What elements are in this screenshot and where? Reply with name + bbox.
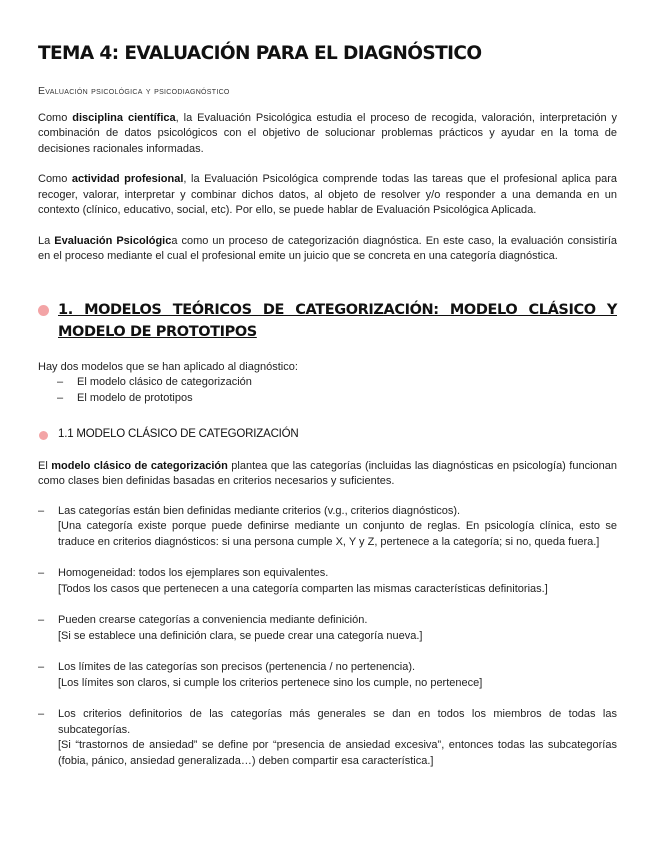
list-item-text: El modelo de prototipos	[77, 391, 193, 404]
criterion-note: [Si “trastornos de ansiedad” se define por “presencia de ansiedad excesiva”, entonces todas las subcategorías (fobia, pánico, ansiedad generalizada…) deben compartir esa característica.]	[58, 739, 617, 767]
paragraph-text: Como	[38, 173, 72, 185]
list-item	[38, 613, 617, 644]
bold-term: Evaluación Psicológic	[54, 234, 172, 247]
criteria-list	[38, 504, 617, 770]
paragraph-text: , la Evaluación Psicológica comprende todas las tareas que el profesional aplica para recoger, valorar, interpretar y combinar dichos datos, al objeto de resolver y/o responder a una demanda en un contexto (clínico, educativo, social, etc). Por ello, se puede hablar de Evaluación Psicológica Aplicada.	[38, 173, 617, 216]
paragraph-text: plantea que las categorías (incluidas las diagnósticas en psicología) funcionan como clases bien definidas basadas en criterios necesarios y suficientes.	[38, 459, 617, 487]
paragraph-text: a como un proceso de categorización diagnóstica. En este caso, la evaluación consistiría en el proceso mediante el cual el profesional emite un juicio que se concreta en una categoría diagnóstica.	[38, 234, 617, 262]
paragraph-text: , la Evaluación Psicológica estudia el proceso de recogida, valoración, interpretación y combinación de datos psicológicos con el objetivo de solucionar problemas prácticos y ayudar en la toma de decisiones racionales informadas.	[38, 111, 617, 155]
criterion-note: [Una categoría existe porque puede definirse mediante un conjunto de reglas. En psicología clínica, esto se traduce en criterios diagnósticos: si una persona cumple X, Y y Z, pertenece a la categoría; si no, queda fuera.]	[58, 520, 617, 548]
list-item	[57, 391, 617, 407]
dash-marker: –	[38, 614, 45, 626]
bold-term: modelo clásico de categorización	[51, 459, 228, 472]
subsection-heading-1-1	[38, 427, 617, 443]
page-subtitle: Evaluación psicológica y psicodiagnóstico	[38, 85, 230, 97]
criterion-text: Los criterios definitorios de las categorías más generales se dan en todos los miembros de todas las subcategorías.	[58, 708, 617, 736]
paragraph-disciplina	[38, 111, 617, 158]
criterion-text: Pueden crearse categorías a conveniencia mediante definición.	[58, 614, 368, 626]
list-item	[38, 566, 617, 597]
criterion-text: Los límites de las categorías son precisos (pertenencia / no pertenencia).	[58, 661, 416, 673]
criterion-text: Las categorías están bien definidas mediante criterios (v.g., criterios diagnósticos).	[58, 504, 461, 517]
criterion-text: Homogeneidad: todos los ejemplares son equivalentes.	[58, 567, 329, 579]
page-title: TEMA 4: EVALUACIÓN PARA EL DIAGNÓSTICO	[38, 43, 482, 64]
dash-marker: –	[38, 708, 45, 720]
paragraph-text: El	[38, 459, 52, 472]
paragraph-modelo-clasico	[38, 459, 617, 490]
list-item	[38, 707, 617, 769]
bold-term: disciplina científica	[72, 111, 176, 124]
paragraph-actividad	[38, 172, 617, 219]
dash-marker: –	[38, 567, 45, 579]
bullet-dot-icon	[38, 305, 49, 316]
dash-marker: –	[57, 376, 64, 388]
paragraph-text: Como	[38, 111, 73, 124]
section-heading-text: 1. MODELOS TEÓRICOS DE CATEGORIZACIÓN: MODELO CLÁSICO Y MODELO DE PROTOTIPOS	[58, 301, 617, 340]
list-item-text: El modelo clásico de categorización	[77, 376, 252, 388]
paragraph-text: La	[38, 234, 55, 247]
dash-marker: –	[57, 391, 64, 404]
criterion-note: [Si se establece una definición clara, se puede crear una categoría nueva.]	[58, 629, 423, 642]
criterion-note: [Todos los casos que pertenecen a una categoría comparten las mismas características definitorias.]	[58, 582, 548, 595]
criterion-note: [Los límites son claros, si cumple los criterios pertenece sino los cumple, no pertenece]	[58, 676, 483, 689]
paragraph-proceso	[38, 234, 617, 265]
models-list	[38, 375, 617, 406]
dash-marker: –	[38, 504, 45, 517]
subsection-heading-text: 1.1 MODELO CLÁSICO DE CATEGORIZACIÓN	[58, 428, 299, 440]
list-item	[57, 375, 617, 391]
bullet-dot-icon	[39, 431, 48, 440]
list-item	[38, 660, 617, 691]
bold-term: actividad profesional	[71, 173, 184, 185]
dash-marker: –	[38, 661, 45, 673]
list-item	[38, 504, 617, 551]
section-heading-1	[38, 299, 617, 343]
models-intro: Hay dos modelos que se han aplicado al diagnóstico:	[38, 360, 298, 373]
